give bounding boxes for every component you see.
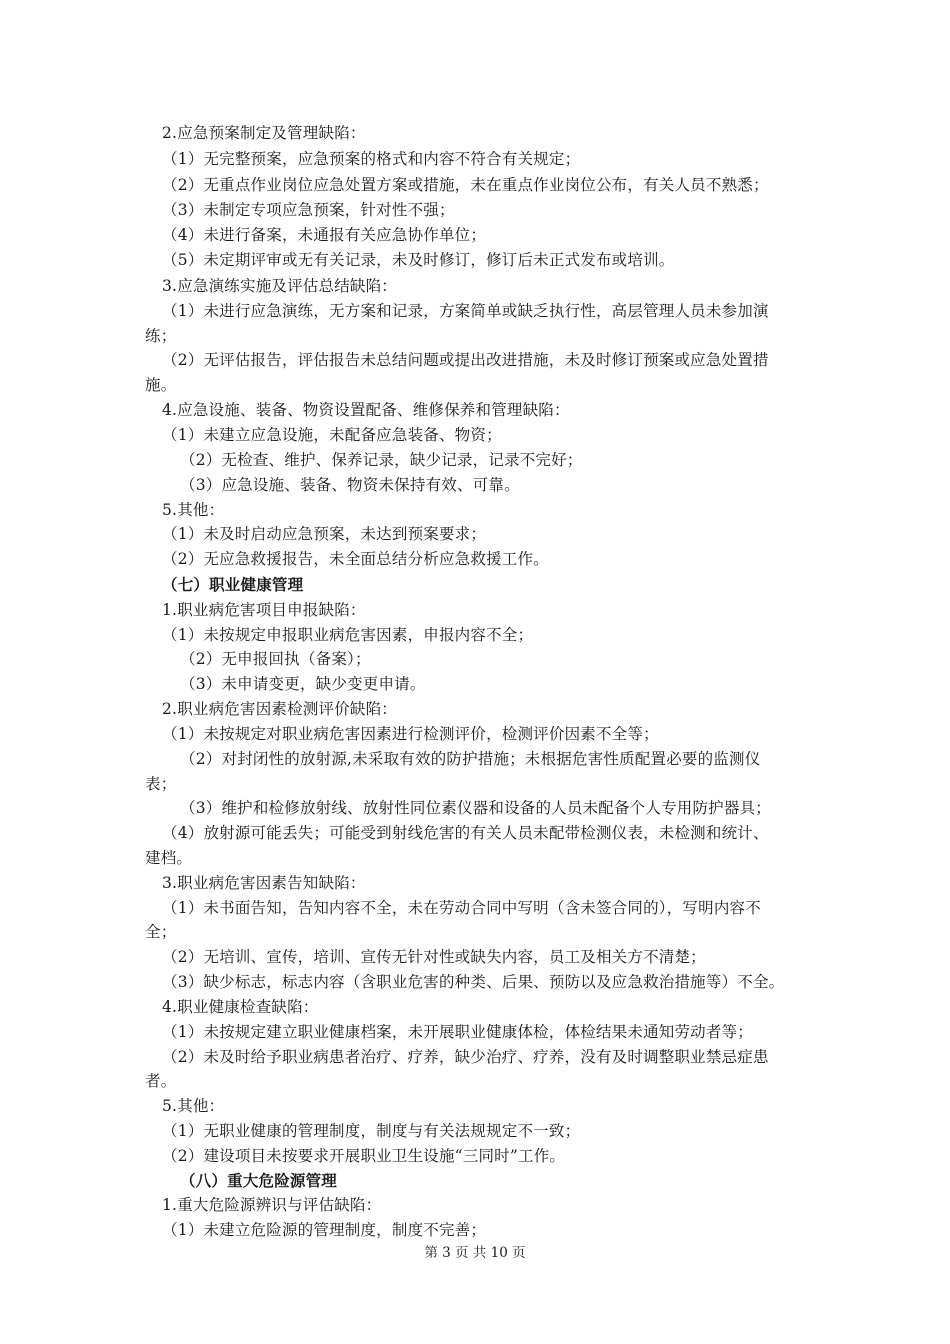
list-item: （4）放射源可能丢失；可能受到射线危害的有关人员未配带检测仪表，未检测和统计、: [162, 824, 769, 842]
section-title: 4.职业健康检查缺陷：: [162, 998, 319, 1016]
chapter-heading: （七）职业健康管理: [162, 575, 304, 594]
section-title: 3.应急演练实施及评估总结缺陷：: [162, 277, 397, 295]
list-item: （1）未按规定对职业病危害因素进行检测评价，检测评价因素不全等；: [162, 725, 659, 743]
list-item: （2）无申报回执（备案）；: [180, 650, 371, 668]
list-item-continuation: 施。: [145, 376, 177, 394]
list-item: （4）未进行备案，未通报有关应急协作单位；: [162, 226, 487, 244]
list-item: （3）未制定专项应急预案，针对性不强；: [162, 201, 455, 219]
section-title: 3.职业病危害因素告知缺陷：: [162, 874, 366, 892]
section-title: 2.职业病危害因素检测评价缺陷：: [162, 700, 397, 718]
list-item: （2）无重点作业岗位应急处置方案或措施，未在重点作业岗位公布，有关人员不熟悉；: [162, 176, 769, 194]
list-item: （2）对封闭性的放射源,未采取有效的防护措施；未根据危害性质配置必要的监测仪: [180, 750, 761, 768]
list-item-continuation: 者。: [145, 1072, 177, 1090]
list-item: （1）未按规定申报职业病危害因素，申报内容不全；: [162, 626, 534, 644]
section-title: 2.应急预案制定及管理缺陷：: [162, 124, 366, 142]
list-item-continuation: 练；: [145, 327, 177, 345]
list-item: （3）缺少标志，标志内容（含职业危害的种类、后果、预防以及应急救治措施等）不全。: [162, 973, 785, 991]
list-item: （2）无评估报告，评估报告未总结问题或提出改进措施，未及时修订预案或应急处置措: [162, 351, 769, 369]
list-item-continuation: 表；: [145, 775, 177, 793]
list-item: （1）未进行应急演练，无方案和记录，方案简单或缺乏执行性，高层管理人员未参加演: [162, 302, 769, 320]
list-item: （1）未按规定建立职业健康档案，未开展职业健康体检，体检结果未通知劳动者等；: [162, 1023, 753, 1041]
list-item: （3）维护和检修放射线、放射性同位素仪器和设备的人员未配备个人专用防护器具；: [180, 799, 771, 817]
list-item: （3）应急设施、装备、物资未保持有效、可靠。: [180, 476, 520, 494]
list-item: （2）无检查、维护、保养记录，缺少记录，记录不完好；: [180, 451, 583, 469]
list-item: （2）无应急救援报告，未全面总结分析应急救援工作。: [162, 550, 549, 568]
list-item: （2）未及时给予职业病患者治疗、疗养，缺少治疗、疗养，没有及时调整职业禁忌症患: [162, 1048, 769, 1066]
list-item: （1）未建立危险源的管理制度，制度不完善；: [162, 1221, 487, 1239]
section-title: 4.应急设施、装备、物资设置配备、维修保养和管理缺陷：: [162, 401, 570, 419]
list-item: （2）无培训、宣传，培训、宣传无针对性或缺失内容，员工及相关方不清楚；: [162, 948, 706, 966]
list-item: （1）未建立应急设施，未配备应急装备、物资；: [162, 426, 502, 444]
list-item: （1）未及时启动应急预案，未达到预案要求；: [162, 525, 487, 543]
list-item: （5）未定期评审或无有关记录，未及时修订，修订后未正式发布或培训。: [162, 251, 675, 269]
section-title: 1.重大危险源辨识与评估缺陷：: [162, 1196, 382, 1214]
list-item: （1）无完整预案，应急预案的格式和内容不符合有关规定；: [162, 150, 581, 168]
list-item: （3）未申请变更，缺少变更申请。: [180, 675, 426, 693]
page-footer: 第 3 页 共 10 页: [424, 1245, 526, 1261]
section-title: 5.其他：: [162, 501, 225, 519]
list-item: （1）无职业健康的管理制度，制度与有关法规规定不一致；: [162, 1122, 581, 1140]
list-item-continuation: 建档。: [145, 849, 193, 867]
chapter-heading: （八）重大危险源管理: [180, 1171, 338, 1190]
section-title: 1.职业病危害项目申报缺陷：: [162, 601, 366, 619]
list-item: （2）建设项目未按要求开展职业卫生设施“三同时”工作。: [162, 1147, 566, 1165]
list-item-continuation: 全；: [145, 923, 177, 941]
list-item: （1）未书面告知，告知内容不全，未在劳动合同中写明（含未签合同的），写明内容不: [162, 899, 761, 917]
section-title: 5.其他：: [162, 1097, 225, 1115]
